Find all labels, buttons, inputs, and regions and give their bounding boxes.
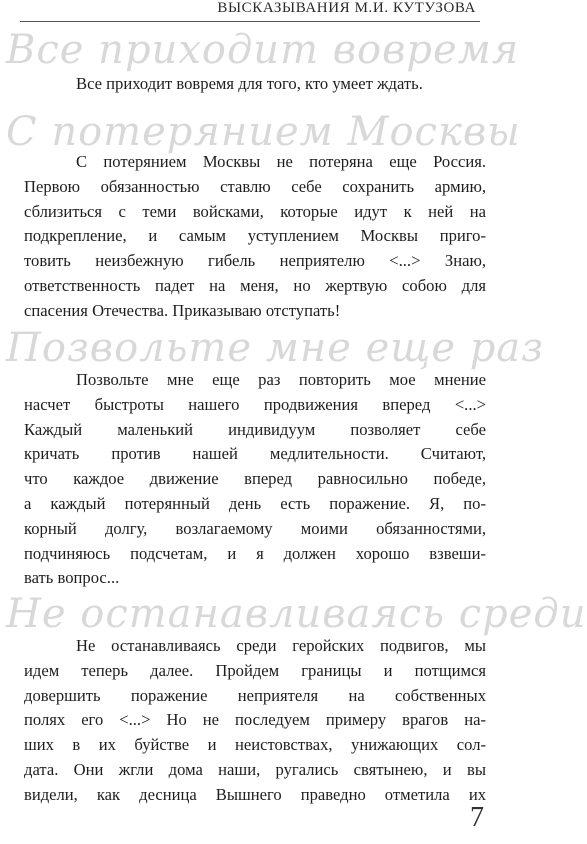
text-line: Каждый маленький индивидуум позволяет себе [24, 419, 486, 439]
script-heading: С потерянием Москвы [6, 109, 521, 155]
text-line: С потерянием Москвы не потеряна еще Россия. [76, 152, 486, 171]
text-line: вать вопрос... [24, 568, 120, 588]
text-line: насчет быстроты нашего продвижения вперед <...> [24, 394, 486, 414]
text-line: Позвольте мне еще раз повторить мое мнение [76, 370, 486, 389]
text-line: а каждый потерянный день есть поражение. Я, по- [24, 493, 486, 513]
text-line: Первою обязанностью ставлю себе сохранить армию, [24, 176, 486, 196]
script-heading: Позвольте мне еще раз [6, 325, 544, 371]
paragraph [24, 368, 486, 591]
text-line: подкрепление, и самым уступлением Москвы приго- [24, 226, 486, 246]
text-line: Все приходит вовремя для того, кто умеет ждать. [76, 74, 423, 93]
text-line: идем теперь далее. Пройдем границы и потщимся [24, 660, 486, 680]
text-line: видели, как десница Вышнего праведно отметила их [24, 784, 486, 804]
script-heading: Не останавливаясь среди [6, 591, 587, 637]
running-head: ВЫСКАЗЫВАНИЯ М.И. КУТУЗОВА [217, 0, 476, 16]
script-heading: Все приходит вовремя [6, 27, 520, 73]
paragraph [24, 634, 486, 808]
text-line: довершить поражение неприятеля на собственных [24, 685, 486, 705]
text-line: полях его <...> Но не последуем примеру врагов на- [24, 710, 486, 730]
text-line: ответственность падет на меня, но жертвую собою для [24, 275, 486, 295]
text-line: дата. Они жгли дома наши, ругались святынею, и вы [24, 759, 486, 779]
text-line: корный долгу, возлагаемому моими обязанностями, [24, 518, 486, 538]
text-line: Не останавливаясь среди геройских подвигов, мы [76, 636, 486, 655]
text-line: ших в их буйстве и неистовствах, унижающих сол- [24, 735, 486, 755]
text-line: сблизиться с теми войсками, которые идут к ней на [24, 201, 486, 221]
text-line: спасения Отечества. Приказываю отступать! [24, 300, 341, 320]
text-line: подчиняюсь подсчетам, и я должен хорошо взвеши- [24, 543, 486, 563]
text-line: кричать против нашей медлительности. Считают, [24, 444, 486, 464]
text-line: товить неизбежную гибель неприятелю <...> Знаю, [24, 251, 486, 271]
page-number: 7 [470, 802, 484, 833]
paragraph [24, 72, 486, 97]
text-line: что каждое движение вперед равносильно победе, [24, 469, 486, 489]
header-rule [20, 21, 480, 22]
paragraph [24, 150, 486, 324]
